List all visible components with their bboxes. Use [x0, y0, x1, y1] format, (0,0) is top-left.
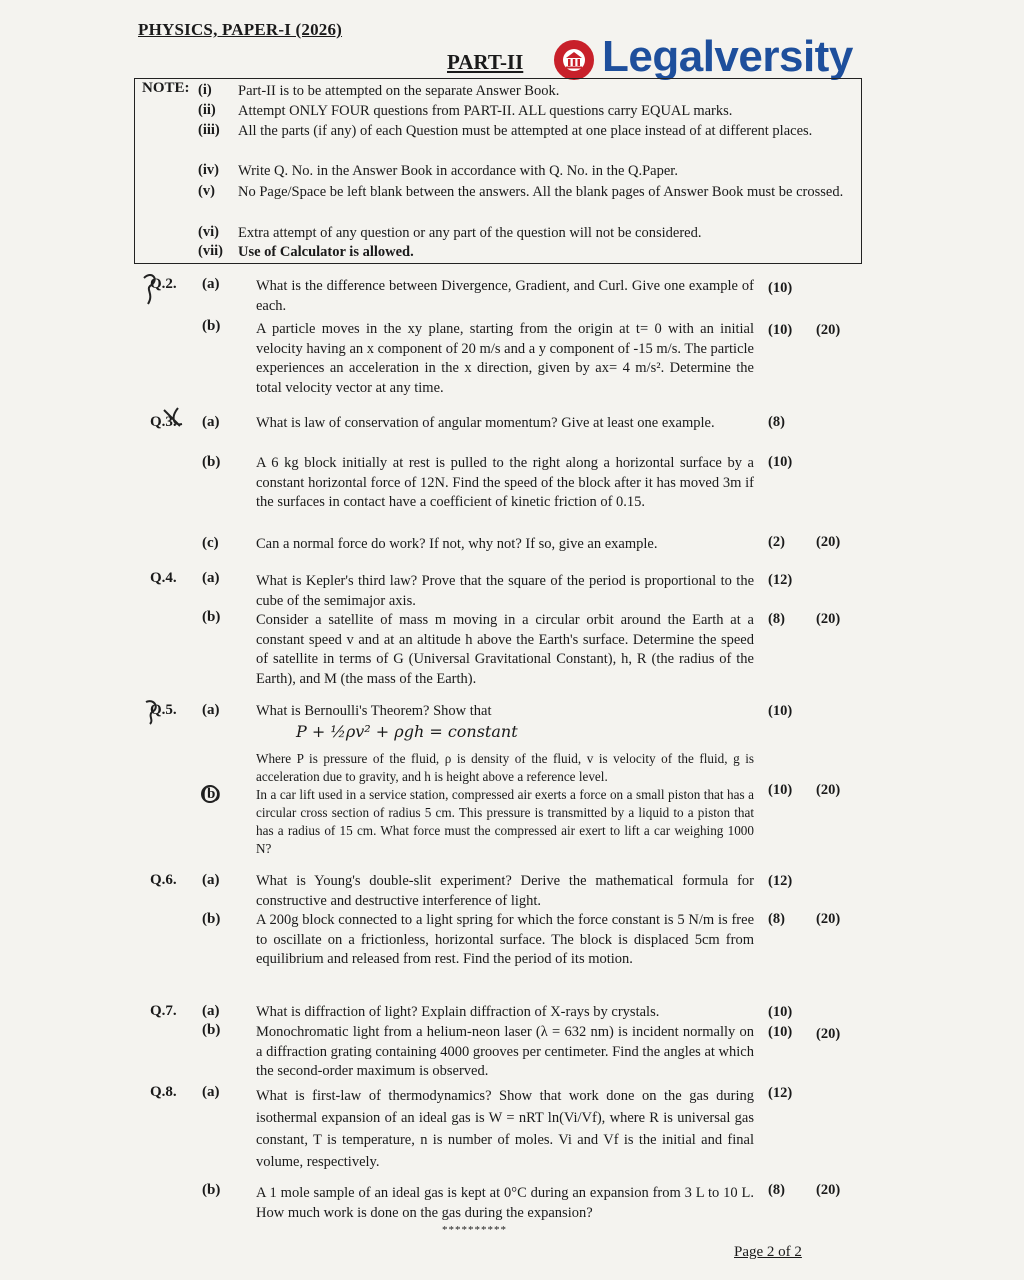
note-text: Use of Calculator is allowed.	[238, 244, 414, 260]
watermark-text: Legalversity	[602, 32, 853, 81]
note-num: (ii)	[198, 102, 216, 118]
part-text: What is the difference between Divergence, Gradient, and Curl. Give one example of each.	[256, 278, 754, 314]
pen-mark-icon	[198, 782, 224, 808]
part-text: What is law of conservation of angular momentum? Give at least one example.	[256, 415, 715, 431]
part-text: A 6 kg block initially at rest is pulled to the right along a horizontal surface by a constant horizontal force of 12N. Find the speed of the block after it has moved 3m if the surfaces in contact have a coefficient of kinetic friction of 0.15.	[256, 455, 754, 511]
part-label: (b)	[202, 1182, 221, 1198]
paper-title: PHYSICS, PAPER-I (2026)	[138, 20, 343, 39]
note-num: (i)	[198, 82, 212, 98]
note-text: Part-II is to be attempted on the separate Answer Book.	[238, 83, 560, 99]
part-text: What is diffraction of light? Explain diffraction of X-rays by crystals.	[256, 1004, 660, 1020]
part-text-continued: Where P is pressure of the fluid, ρ is density of the fluid, v is velocity of the fluid, g is acceleration due to gravity, and h is height above a reference level.	[256, 751, 754, 784]
part-marks: (12)	[768, 873, 793, 889]
note-num: (iv)	[198, 162, 219, 178]
part-marks: (8)	[768, 911, 785, 927]
note-num: (vi)	[198, 224, 219, 240]
note-label: NOTE:	[142, 80, 190, 96]
note-text: All the parts (if any) of each Question must be attempted at one place instead of at different places.	[238, 123, 813, 139]
note-num: (v)	[198, 183, 215, 199]
institution-icon	[554, 40, 594, 80]
note-num: (iii)	[198, 122, 220, 138]
part-title: PART-II	[447, 50, 524, 74]
pen-mark-icon	[140, 696, 170, 726]
note-text: No Page/Space be left blank between the answers. All the blank pages of Answer Book must be crossed.	[238, 184, 844, 200]
part-text: What is Young's double-slit experiment? Derive the mathematical formula for constructive and destructive interference of light.	[256, 873, 754, 909]
part-label: (b)	[202, 911, 221, 927]
end-stars: **********	[442, 1224, 507, 1236]
bernoulli-formula: P + ½ρv² + ρgh = constant	[296, 722, 518, 741]
part-text: A 1 mole sample of an ideal gas is kept at 0°C during an expansion from 3 L to 10 L. How much work is done on the gas during the expansion?	[256, 1185, 754, 1221]
question-total: (20)	[816, 1026, 841, 1042]
question-total: (20)	[816, 782, 841, 798]
page-number: Page 2 of 2	[734, 1244, 802, 1260]
part-label: (a)	[202, 414, 220, 430]
part-marks: (2)	[768, 534, 785, 550]
part-text: What is Kepler's third law? Prove that the square of the period is proportional to the cube of the semimajor axis.	[256, 573, 754, 609]
part-text: Consider a satellite of mass m moving in a circular orbit around the Earth at a constant speed v and at an altitude h above the Earth's surface. Determine the speed of satellite in terms of G (Universal Gravitational Constant), h, R (the radius of the Earth), and M (the mass of the Earth).	[256, 612, 754, 687]
part-label: (b)	[202, 1022, 221, 1038]
part-marks: (10)	[768, 782, 793, 798]
part-marks: (10)	[768, 1004, 793, 1020]
part-marks: (12)	[768, 1085, 793, 1101]
part-label: (b)	[202, 454, 221, 470]
part-label: (c)	[202, 535, 219, 551]
question-total: (20)	[816, 322, 841, 338]
question-number: Q.2.	[150, 276, 177, 292]
part-label: (b)	[202, 786, 221, 802]
part-label: (b)	[202, 609, 221, 625]
part-text: In a car lift used in a service station, compressed air exerts a force on a small piston that has a circular cross section of radius 5 cm. This pressure is transmitted by a liquid to a piston that has a radius of 15 cm. What force must the compressed air exert to lift a car weighing 1000 N?	[256, 787, 754, 856]
pen-mark-icon	[138, 270, 178, 310]
part-label: (a)	[202, 872, 220, 888]
part-label: (a)	[202, 702, 220, 718]
question-number: Q.8.	[150, 1084, 177, 1100]
part-text: What is first-law of thermodynamics? Show that work done on the gas during isothermal expansion of an ideal gas is W = nRT ln(Vi/Vf), where R is universal gas constant, T is temperature, n is number of moles. Vi and Vf is the initial and final volume, respectively.	[256, 1088, 754, 1170]
part-marks: (10)	[768, 322, 793, 338]
part-label: (b)	[202, 318, 221, 334]
question-total: (20)	[816, 611, 841, 627]
part-marks: (10)	[768, 280, 793, 296]
note-text: Extra attempt of any question or any part of the question will not be considered.	[238, 225, 702, 241]
part-marks: (10)	[768, 1024, 793, 1040]
part-label: (a)	[202, 1084, 220, 1100]
part-text: What is Bernoulli's Theorem? Show that	[256, 703, 492, 719]
note-text: Attempt ONLY FOUR questions from PART-II. ALL questions carry EQUAL marks.	[238, 103, 733, 119]
part-label: (a)	[202, 1003, 220, 1019]
question-number: Q.7.	[150, 1003, 177, 1019]
part-marks: (12)	[768, 572, 793, 588]
part-marks: (10)	[768, 454, 793, 470]
question-number: Q.5.	[150, 702, 177, 718]
note-text: Write Q. No. in the Answer Book in accordance with Q. No. in the Q.Paper.	[238, 163, 678, 179]
question-number: Q.4.	[150, 570, 177, 586]
question-total: (20)	[816, 534, 841, 550]
pen-mark-icon	[160, 404, 190, 434]
part-marks: (8)	[768, 1182, 785, 1198]
part-label: (a)	[202, 276, 220, 292]
part-text: A 200g block connected to a light spring for which the force constant is 5 N/m is free to oscillate on a frictionless, horizontal surface. The block is displaced 5cm from equilibrium and released from rest. Find the period of its motion.	[256, 912, 754, 968]
part-marks: (8)	[768, 414, 785, 430]
part-marks: (10)	[768, 703, 793, 719]
part-text: Can a normal force do work? If not, why not? If so, give an example.	[256, 536, 658, 552]
question-total: (20)	[816, 911, 841, 927]
question-total: (20)	[816, 1182, 841, 1198]
question-number: Q.3.	[150, 414, 177, 430]
part-text: A particle moves in the xy plane, starting from the origin at t= 0 with an initial velocity having an x component of 20 m/s and a y component of -15 m/s. The particle experiences an acceleration in the x direction, given by ax= 4 m/s². Determine the total velocity vector at any time.	[256, 321, 754, 396]
question-number: Q.6.	[150, 872, 177, 888]
part-text: Monochromatic light from a helium-neon laser (λ = 632 nm) is incident normally on a diffraction grating containing 4000 grooves per centimeter. Find the angles at which the second-order maximum is observed.	[256, 1024, 754, 1080]
note-num: (vii)	[198, 243, 223, 259]
part-label: (a)	[202, 570, 220, 586]
part-marks: (8)	[768, 611, 785, 627]
